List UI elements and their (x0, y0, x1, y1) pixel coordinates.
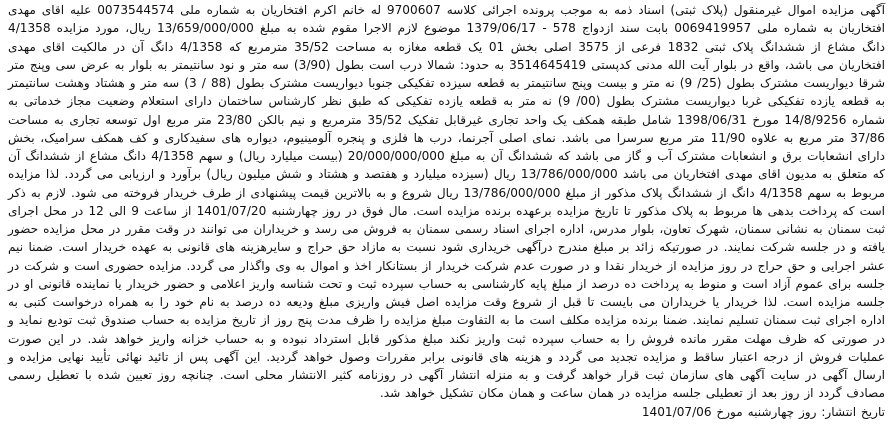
notice-body-text: آگهی مزایده اموال غیرمنقول (پلاک ثبتی) اسناد ذمه به موجب پرونده اجرائی کلاسه 9700607 له خانم اکرم افتخاریان به شماره ملی 0073544574 علیه اقای مهدی افتخاریان به شماره ملی 0069419957 بابت سند ازدواج 578 - 1379/06/17 موضوع لازم الاجرا مقوم شده به مبلغ 13/659/000/000 ریال، مورد مزایده 4/1358 دانگ مشاع از ششدانگ پلاک ثبتی 1832 فرعی از 3575 اصلی بخش 01 یک قطعه مغازه به مساحت 35/52 مترمربع که 4/1358 دانگ آن در مالکیت اقای مهدی افتخاریان می باشد، واقع در بلوار آیت الله مدنی کدپستی 3514645419 به حدود: شمالا درب است بطول (3/90) سه متر و نود سانتیمتر به بلوار به عرض سی وپنج متر شرقا دیواریست مشترک بطول (25/ 9) نه متر و بیست وپنج سانتیمتر به قطعه سیزده تفکیکی جنوبا دیواریست مشترک بطول (88 / 3) سه متر و هشتاد وهشت سانتیمتر به قطعه یازده تفکیکی غربا دیواریست مشترک بطول (00/ 9) نه متر به قطعه یازده تفکیکی که طبق نظر کارشناس ساختمان دارای استعلام وضعیت مجاز خدماتی به شماره 14/8/9256 مورخ 1398/06/31 شامل طبقه همکف یک واحد تجاری غیرقابل تفکیک 35/52 مترمربع و نیم بالکن 23/80 متر مربع اول توسعه تجاری به مساحت 37/86 متر مربع به علاوه 11/90 متر مربع سرسرا می باشد. نمای اصلی آجرنما، درب ها فلزی و پنجره آلومینیوم، دیواره های سفیدکاری و کف همکف سرامیک، بخش دارای انشعابات برق و انشعابات مشترک آب و گاز می باشد که ششدانگ آن به مبلغ 20/000/000/000 (بیست میلیارد ریال) و سهم 4/1358 دانگ مشاع از ششدانگ آن که متعلق به مدیون اقای مهدی افتخاریان می باشد 13/786/000/000 ریال (سیزده میلیارد و هفتصد و هشتاد و شش میلیون ریال) برآورد و ارزیابی می گردد. لذا مزایده مربوط به سهم 4/1358 دانگ از ششدانگ پلاک مذکور از مبلغ 13/786/000/000 ریال شروع و به بالاترین قیمت پیشنهادی از طرف خریدار فروخته می شود. لازم به ذکر است که پرداخت بدهی ها مربوط به پلاک مذکور تا تاریخ مزایده برعهده برنده مزایده است. مال فوق در روز چهارشنبه 1401/07/20 از ساعت 9 الی 12 در محل اجرای ثبت سمنان به نشانی سمنان، شهرک تعاون، بلوار مدرس، اداره اجرای اسناد رسمی سمنان به فروش می رسد و خریداران می توانند در وقت مقرر در محل مزایده حضور یافته و در جلسه شرکت نمایند. در صورتیکه زائد بر مبلغ مندرج درآگهی خریداری شود نسبت به مازاد حق حراج و سایرهزینه های قانونی به عهده خریدار است. ضمنا نیم عشر اجرایی و حق حراج در روز مزایده از خریدار نقدا و در صورت عدم شرکت خریدار از بستانکار اخذ و اموال به وی واگذار می گردد. مزایده حضوری است و شرکت در جلسه برای عموم آزاد است و منوط به پرداخت ده درصد از مبلغ پایه کارشناسی به حساب سپرده ثبت و تحت شناسه واریز اعلامی و حضور خریدار یا نماینده قانونی او در جلسه مزایده است. لذا خریدار یا خریداران می بایست تا قبل از شروع وقت مزایده اصل فیش واریزی مبلغ ودیعه ده درصد به نام خود را به همراه درخواست کتبی به اداره اجرای ثبت سمنان تسلیم نمایند. ضمنا برنده مزایده مکلف است ما به التفاوت مبلغ مزایده را ظرف مدت پنج روز از تاریخ مزایده به حساب صندوق ثبت تودیع نماید و در صورتی که ظرف مهلت مقرر مانده فروش را به حساب سپرده ثبت واریز نکند مبلغ مذکور قابل استرداد نبوده و به حساب خزانه واریز خواهد شد. در این صورت عملیات فروش از درجه اعتبار ساقط و مزایده تجدید می گردد و هزینه های قانونی برابر مقررات وصول خواهد گردید. این آگهی پس از تائید نهائی تأیید نهایی مزایده و ارسال آگهی در سایت آگهی های سازمان ثبت قرار خواهد گرفت و به منزله انتشار آگهی در روزنامه کثیر الانتشار محلی است. چنانچه روز تعیین شده با تعطیل رسمی مصادف گردد از روز بعد از تعطیلی جلسه مزایده در همان ساعت و همان مکان تشکیل خواهد شد. (8, 3, 886, 401)
publish-date: تاریخ انتشار: روز چهارشنبه مورخ 1401/07/06 (641, 404, 885, 419)
